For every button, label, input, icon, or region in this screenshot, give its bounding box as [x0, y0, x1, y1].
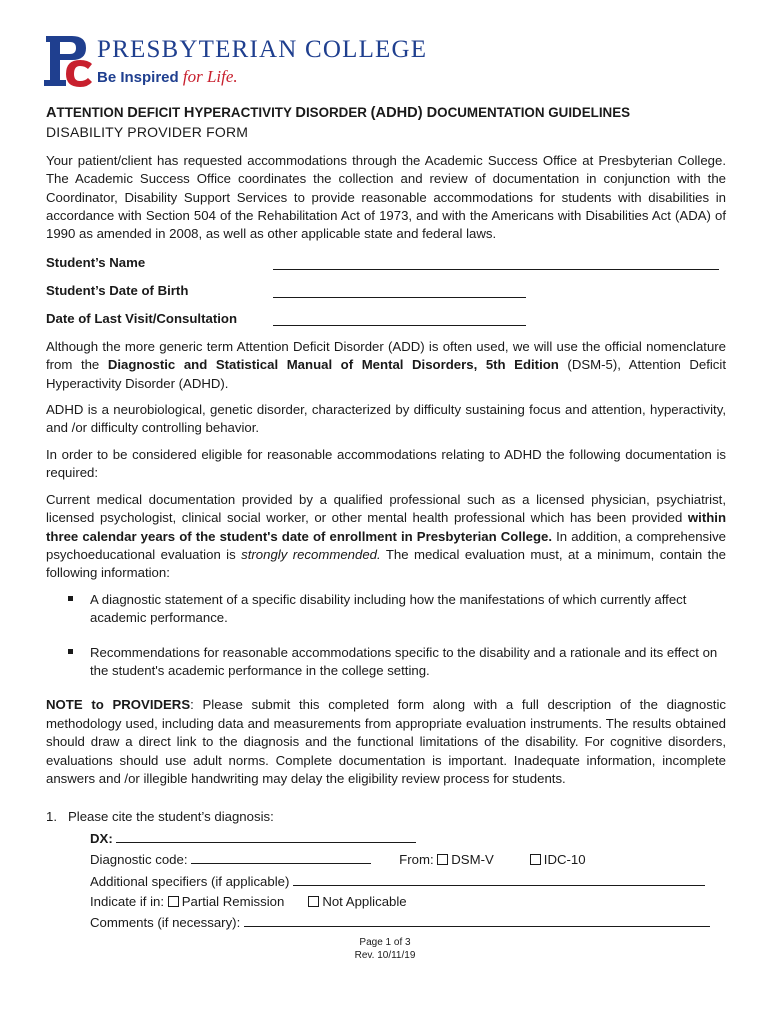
- not-applicable-checkbox[interactable]: [308, 896, 319, 907]
- requirements-list: [46, 591, 726, 681]
- college-logo: [42, 34, 428, 88]
- partial-remission-checkbox[interactable]: [168, 896, 179, 907]
- note-to-providers: NOTE to PROVIDERS: Please submit this completed form along with a full description of the diagnostic methodology used, including data and measurements from appropriate evaluation instruments. The results obtained should draw a direct link to the diagnosis and the functional limitations of the disability. For cognitive disorders, evaluations should use adult norms. Complete documentation is important. Inadequate information, incomplete answers and /or illegible handwriting may delay the eligibility review process for students.: [46, 697, 726, 786]
- diagnostic-code-row: Diagnostic code: From: DSM-V IDC-10: [90, 852, 586, 868]
- dsm-v-checkbox[interactable]: [437, 854, 448, 865]
- tagline-prefix: Be Inspired: [97, 69, 179, 86]
- student-dob-input[interactable]: [273, 282, 526, 298]
- pc-logo-mark: [42, 34, 94, 88]
- document-title: ATTENTION DEFICIT HYPERACTIVITY DISORDER (ADHD) DOCUMENTATION GUIDELINES: [46, 105, 631, 121]
- indicate-row: Indicate if in: Partial Remission Not Applicable: [90, 894, 407, 909]
- question-1-prompt: 1. Please cite the student’s diagnosis:: [46, 809, 274, 825]
- comments-field[interactable]: Comments (if necessary):: [46, 913, 726, 932]
- page-footer: [0, 936, 770, 962]
- question-1: [46, 808, 726, 932]
- student-name-input[interactable]: [273, 254, 719, 270]
- revision-date: Rev. 10/11/19: [354, 950, 416, 961]
- last-visit-field[interactable]: [46, 310, 726, 328]
- student-dob-label: Student’s Date of Birth: [46, 282, 189, 298]
- definition-paragraph: ADHD is a neurobiological, genetic disorder, characterized by difficulty sustaining focus and attention, hyperactivity, and /or difficulty controlling behavior.: [46, 402, 726, 436]
- document-subtitle: DISABILITY PROVIDER FORM: [46, 124, 249, 141]
- diagnostic-code-input[interactable]: [191, 850, 371, 864]
- comments-input[interactable]: [244, 913, 710, 927]
- college-tagline: [97, 67, 238, 87]
- eligibility-paragraph: In order to be considered eligible for reasonable accommodations relating to ADHD the following documentation is required:: [46, 446, 726, 481]
- document-body: [46, 104, 726, 935]
- list-item: Recommendations for reasonable accommodations specific to the disability and a rationale and its effect on the student's academic performance in the college setting.: [46, 644, 726, 681]
- bullet-icon: [68, 649, 73, 654]
- student-dob-field[interactable]: [46, 282, 726, 300]
- idc-10-checkbox[interactable]: [530, 854, 541, 865]
- student-name-field[interactable]: [46, 254, 726, 272]
- college-name: PRESBYTERIAN COLLEGE: [97, 36, 428, 63]
- bullet-icon: [68, 596, 73, 601]
- specifiers-field[interactable]: Additional specifiers (if applicable): [46, 872, 726, 891]
- last-visit-label: Date of Last Visit/Consultation: [46, 310, 237, 326]
- page-number: Page 1 of 3: [359, 937, 411, 948]
- current-documentation-paragraph: Current medical documentation provided by a qualified professional such as a licensed physician, psychiatrist, licensed psychologist, clinical social worker, or other mental health professional which has been provided within three calendar years of the student's date of enrollment in Presbyterian College. In addition, a comprehensive psychoeducational evaluation is strongly recommended. The medical evaluation must, at a minimum, contain the following information:: [46, 491, 727, 581]
- last-visit-input[interactable]: [273, 310, 526, 326]
- student-name-label: Student’s Name: [46, 254, 146, 270]
- list-item: A diagnostic statement of a specific disability including how the manifestations of which currently affect academic performance.: [46, 591, 726, 628]
- tagline-accent: for Life.: [182, 67, 238, 86]
- dx-field[interactable]: DX:: [46, 829, 726, 848]
- intro-paragraph: Your patient/client has requested accommodations through the Academic Success Office at Presbyterian College. The Academic Success Office coordinates the collection and review of documentation in conjunction with the Coordinator, Disability Support Services to provide reasonable accommodations for students with disabilities in accordance with Section 504 of the Rehabilitation Act of 1973, and with the Americans with Disabilities Act (ADA) of 1990 as amended in 2008, as well as other applicable state and federal laws.: [46, 152, 726, 242]
- dx-input[interactable]: [116, 829, 416, 843]
- specifiers-input[interactable]: [293, 872, 705, 886]
- nomenclature-paragraph: Although the more generic term Attention Deficit Disorder (ADD) is often used, we will use the official nomenclature from the Diagnostic and Statistical Manual of Mental Disorders, 5th Edition (DSM-5), Attention Deficit Hyperactivity Disorder (ADHD).: [46, 338, 726, 391]
